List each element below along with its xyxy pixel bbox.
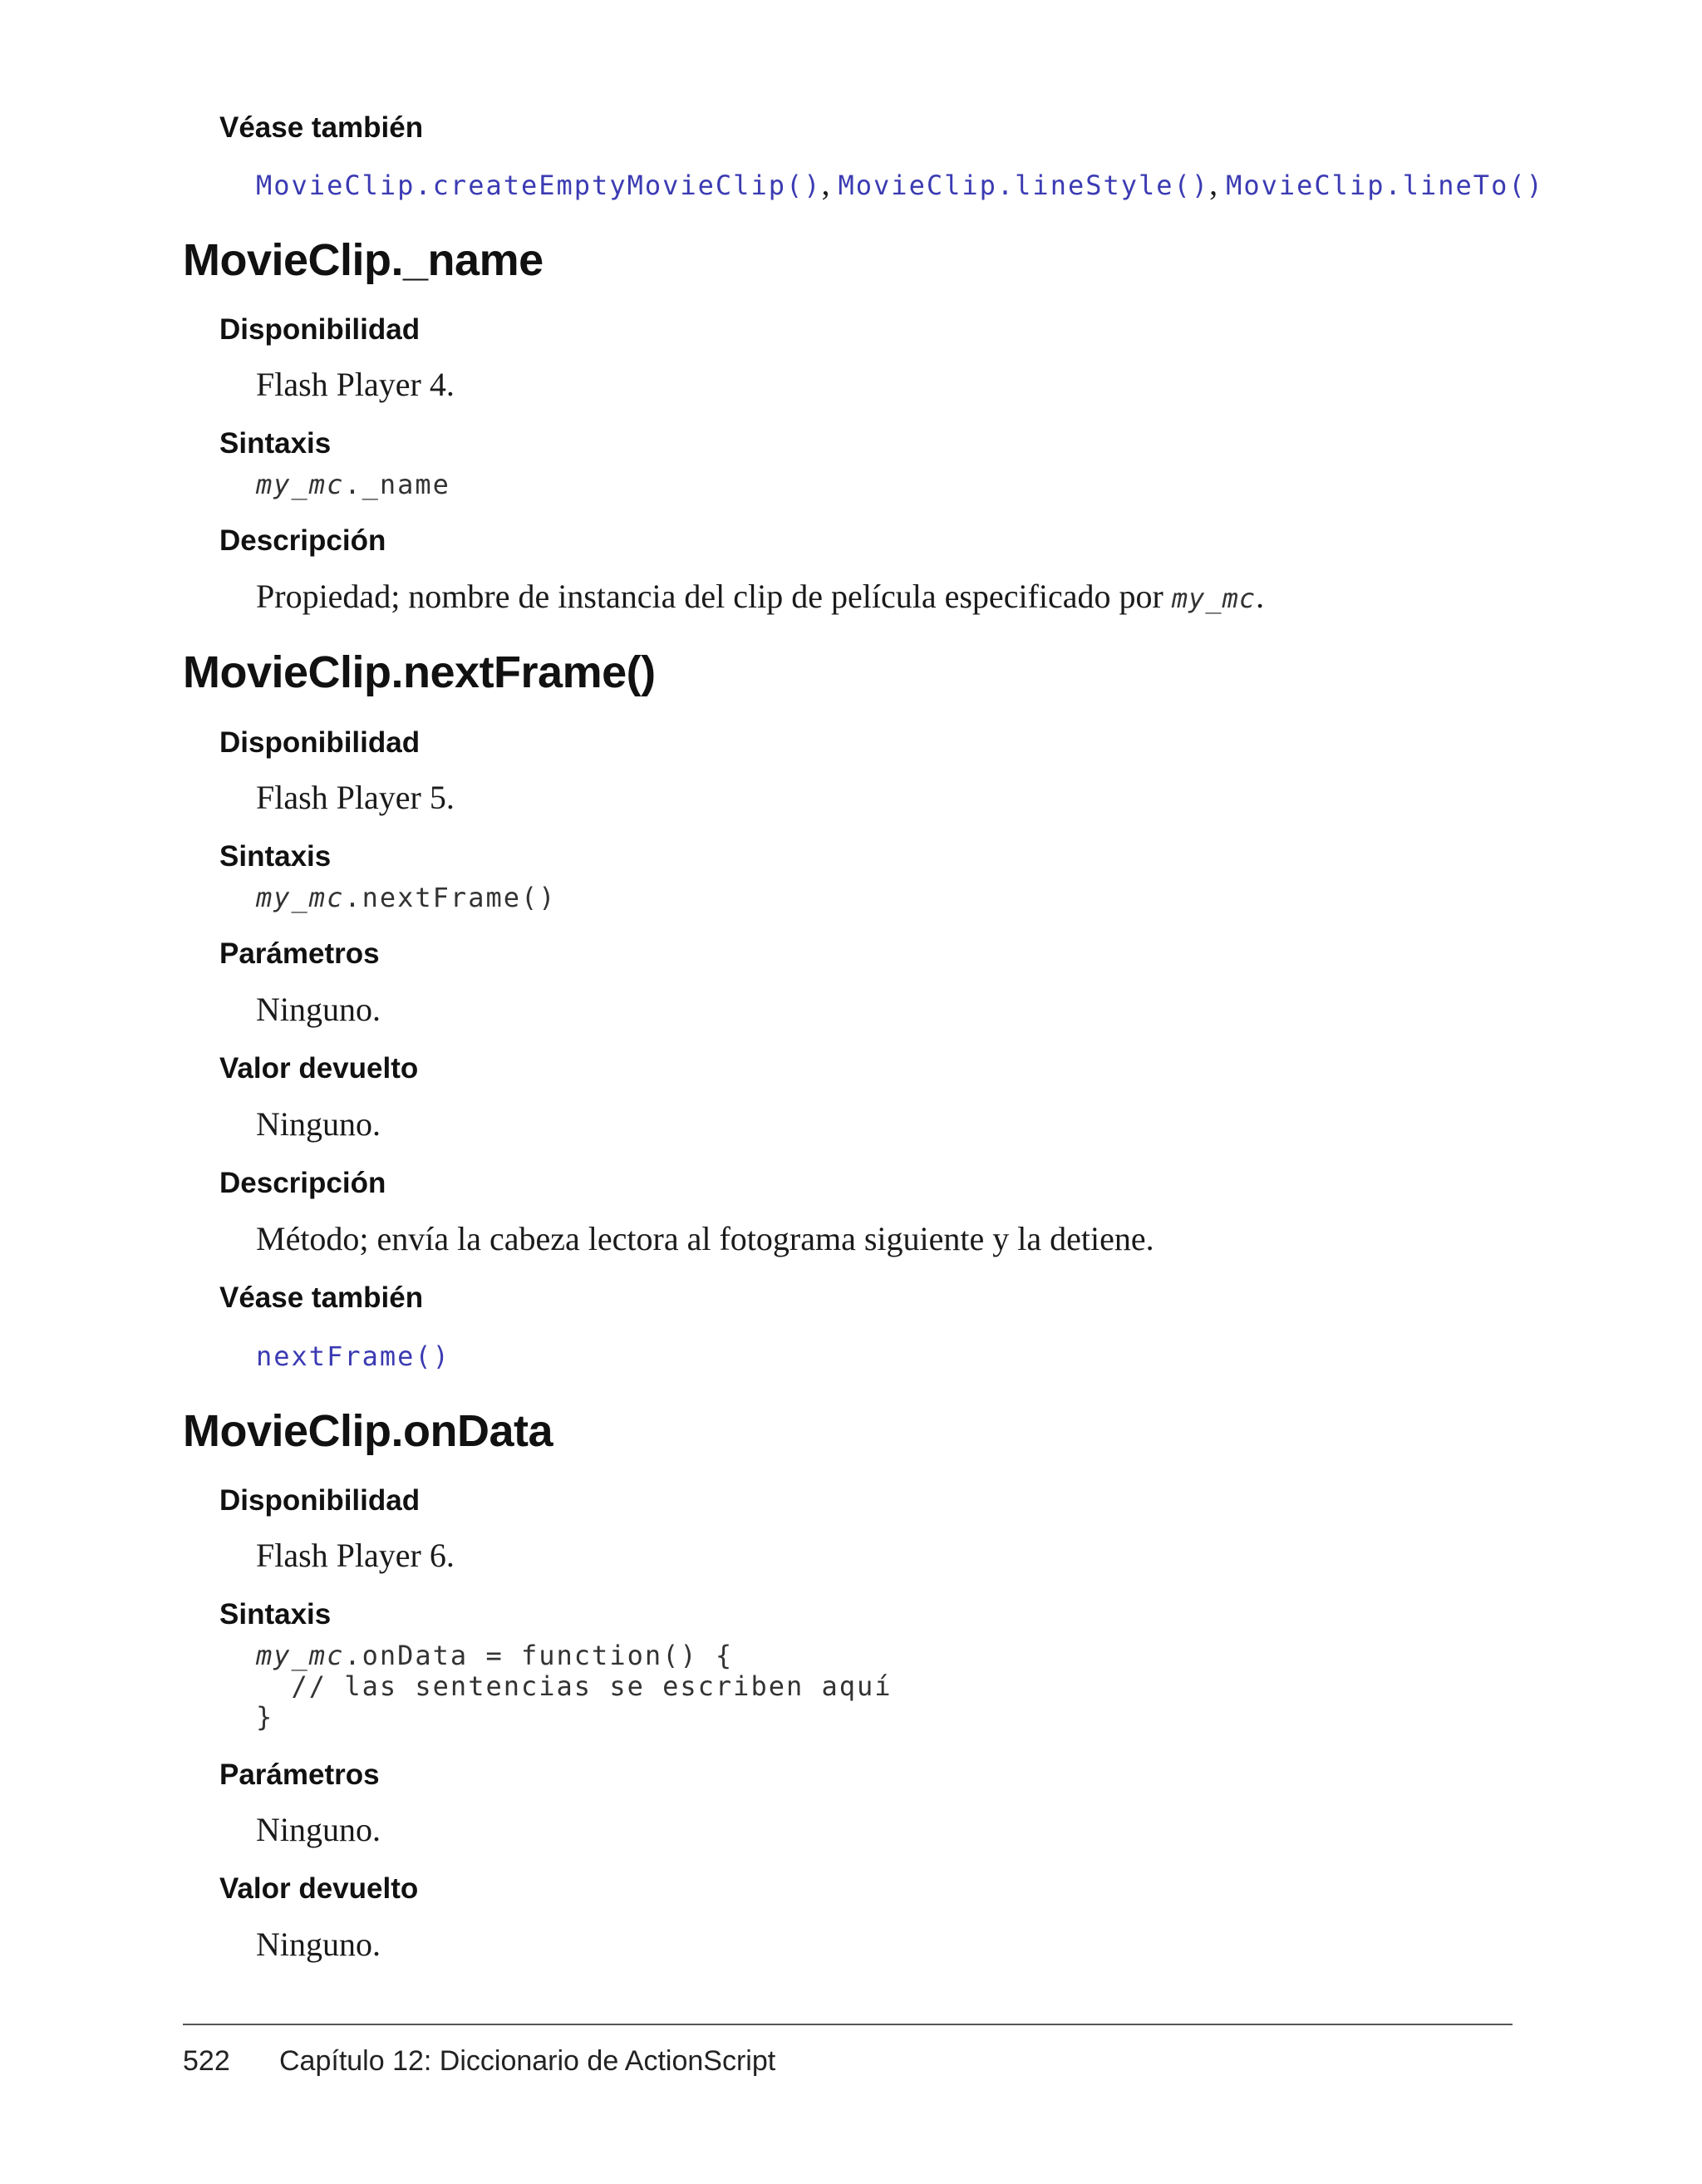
see-also-links xyxy=(256,165,1544,204)
syntax-var: my_mc xyxy=(256,469,345,500)
availability-heading: Disponibilidad xyxy=(219,1484,421,1517)
see-also-link-nextframe[interactable]: nextFrame() xyxy=(256,1340,450,1372)
chapter-title: Capítulo 12: Diccionario de ActionScript xyxy=(279,2045,776,2077)
return-value: Ninguno. xyxy=(256,1926,381,1963)
section-title-nextframe: MovieClip.nextFrame() xyxy=(183,647,656,697)
return-value-heading: Valor devuelto xyxy=(219,1872,419,1905)
availability-value: Flash Player 5. xyxy=(256,779,455,816)
description-heading: Descripción xyxy=(219,1167,386,1199)
see-also-link-linestyle[interactable]: MovieClip.lineStyle() xyxy=(838,170,1210,201)
syntax-code xyxy=(256,883,557,913)
syntax-heading: Sintaxis xyxy=(219,427,332,460)
syntax-line-1: .onData = function() { xyxy=(344,1640,734,1671)
see-also-heading: Véase también xyxy=(219,1281,424,1314)
description-var: my_mc xyxy=(1171,583,1257,614)
footer-rule xyxy=(183,2024,1513,2025)
syntax-rest: ._name xyxy=(344,469,450,500)
see-also-link-create-empty-movieclip[interactable]: MovieClip.createEmptyMovieClip() xyxy=(256,170,822,201)
syntax-heading: Sintaxis xyxy=(219,840,332,873)
link-separator: , xyxy=(821,165,830,202)
see-also-link-lineto[interactable]: MovieClip.lineTo() xyxy=(1226,170,1544,201)
syntax-var: my_mc xyxy=(256,1640,345,1671)
description-end: . xyxy=(1256,578,1265,615)
syntax-line-2: // las sentencias se escriben aquí xyxy=(256,1670,893,1702)
description-body: Propiedad; nombre de instancia del clip de película especificado por xyxy=(256,578,1172,615)
syntax-rest: .nextFrame() xyxy=(344,882,557,913)
syntax-code-block xyxy=(256,1640,893,1733)
availability-heading: Disponibilidad xyxy=(219,726,421,759)
see-also-heading: Véase también xyxy=(219,111,424,144)
section-title-name: MovieClip._name xyxy=(183,235,544,285)
section-title-ondata: MovieClip.onData xyxy=(183,1406,553,1456)
availability-value: Flash Player 6. xyxy=(256,1537,455,1574)
description-text xyxy=(256,578,1264,617)
link-separator: , xyxy=(1209,165,1218,202)
description-text: Método; envía la cabeza lectora al fotograma siguiente y la detiene. xyxy=(256,1220,1154,1257)
parameters-heading: Parámetros xyxy=(219,937,380,970)
syntax-heading: Sintaxis xyxy=(219,1598,332,1631)
parameters-value: Ninguno. xyxy=(256,1811,381,1848)
page-number: 522 xyxy=(183,2045,230,2077)
availability-value: Flash Player 4. xyxy=(256,366,455,403)
availability-heading: Disponibilidad xyxy=(219,313,421,346)
syntax-var: my_mc xyxy=(256,882,345,913)
syntax-line-3: } xyxy=(256,1701,274,1733)
return-value-heading: Valor devuelto xyxy=(219,1052,419,1085)
return-value: Ninguno. xyxy=(256,1105,381,1143)
syntax-code xyxy=(256,470,450,500)
description-heading: Descripción xyxy=(219,524,386,557)
parameters-heading: Parámetros xyxy=(219,1759,380,1791)
see-also-links xyxy=(256,1335,450,1375)
parameters-value: Ninguno. xyxy=(256,991,381,1028)
